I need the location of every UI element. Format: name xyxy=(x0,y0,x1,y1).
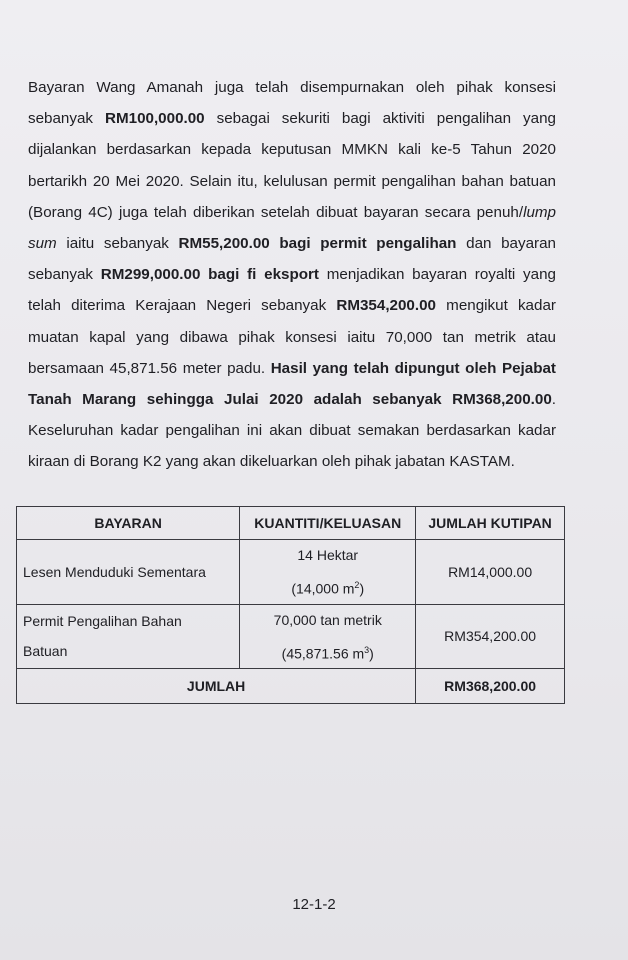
header-jumlah: JUMLAH KUTIPAN xyxy=(416,507,565,540)
text-line xyxy=(28,290,556,321)
bold-text: RM299,000.00 bagi fi eksport xyxy=(100,266,319,284)
text: (14,000 m xyxy=(291,580,355,597)
cell-bayaran xyxy=(17,604,240,669)
superscript: 3 xyxy=(364,644,370,655)
text: Permit Pengalihan Bahan xyxy=(23,613,182,630)
text: telah diterima Kerajaan Negeri sebanyak xyxy=(28,297,327,315)
bold-text: Tanah Marang sehingga Julai 2020 adalah sebanyak RM368,200.00 xyxy=(28,391,552,409)
text: 14 Hektar xyxy=(297,547,359,563)
text xyxy=(246,570,409,604)
cell-jumlah: RM14,000.00 xyxy=(416,540,565,605)
text-line xyxy=(28,103,556,134)
body-paragraph xyxy=(28,72,556,478)
text: sebanyak xyxy=(28,110,94,128)
text: Keseluruhan kadar pengalihan ini akan dibuat semakan berdasarkan kadar xyxy=(28,422,556,440)
text: iaitu sebanyak xyxy=(66,235,169,253)
text-line xyxy=(28,197,556,228)
text: (45,871.56 m xyxy=(281,645,365,662)
text: Bayaran Wang Amanah juga telah disempurnakan oleh pihak konsesi xyxy=(28,79,556,96)
total-label: JUMLAH xyxy=(17,669,416,704)
header-bayaran: BAYARAN xyxy=(17,507,240,540)
fees-table xyxy=(16,506,565,704)
text-line xyxy=(28,415,556,446)
table-row xyxy=(17,540,565,605)
text: . xyxy=(551,391,556,409)
text: mengikut kadar xyxy=(446,297,556,315)
amount-text: RM100,000.00 xyxy=(105,110,205,128)
italic-text: sum xyxy=(28,235,57,253)
cell-bayaran xyxy=(17,540,240,605)
text: ) xyxy=(359,580,365,597)
amount-text: RM354,200.00 xyxy=(336,297,436,315)
text: ) xyxy=(369,645,374,662)
text: Lesen Menduduki Sementara xyxy=(23,563,206,580)
text-line xyxy=(28,259,556,290)
text: sebanyak xyxy=(28,266,94,284)
text-line xyxy=(28,384,556,415)
text: muatan kapal yang dibawa pihak konsesi iaitu 70,000 tan metrik atau xyxy=(28,328,556,346)
text: dijalankan berdasarkan kepada keputusan MMKN kali ke-5 Tahun 2020 xyxy=(28,141,556,159)
text: Batuan xyxy=(23,643,68,660)
table-total-row xyxy=(17,669,565,704)
page-number: 12-1-2 xyxy=(292,896,336,913)
text-line xyxy=(28,322,556,353)
text: (Borang 4C) juga telah diberikan setelah dibuat bayaran secara penuh/ xyxy=(28,203,524,221)
text-line xyxy=(28,353,556,384)
text: dan bayaran xyxy=(466,235,556,253)
text: kiraan di Borang K2 yang akan dikeluarkan oleh pihak jabatan KASTAM. xyxy=(28,453,515,471)
text xyxy=(246,635,409,669)
table-row xyxy=(17,604,565,669)
superscript: 2 xyxy=(354,580,360,590)
cell-kuantiti xyxy=(240,604,416,669)
text: bersamaan 45,871.56 meter padu. xyxy=(28,359,266,377)
text: menjadikan bayaran royalti yang xyxy=(326,266,556,284)
text-line xyxy=(28,134,556,165)
text-line xyxy=(28,72,556,103)
text-line xyxy=(28,166,556,197)
cell-jumlah: RM354,200.00 xyxy=(416,604,565,669)
bold-text: Hasil yang telah dipungut oleh Pejabat xyxy=(270,359,556,377)
text-line xyxy=(28,228,556,259)
total-value: RM368,200.00 xyxy=(416,669,565,704)
cell-kuantiti xyxy=(240,540,416,605)
text: bertarikh 20 Mei 2020. Selain itu, kelulusan permit pengalihan bahan batuan xyxy=(28,172,556,190)
italic-text: lump xyxy=(523,203,556,221)
text: sebagai sekuriti bagi aktiviti pengalihan yang xyxy=(216,110,556,128)
bold-text: RM55,200.00 bagi permit pengalihan xyxy=(178,235,457,253)
table-header-row xyxy=(17,507,565,540)
text: 70,000 tan metrik xyxy=(273,611,382,628)
text-line xyxy=(28,446,556,477)
header-kuantiti: KUANTITI/KELUASAN xyxy=(240,507,416,540)
